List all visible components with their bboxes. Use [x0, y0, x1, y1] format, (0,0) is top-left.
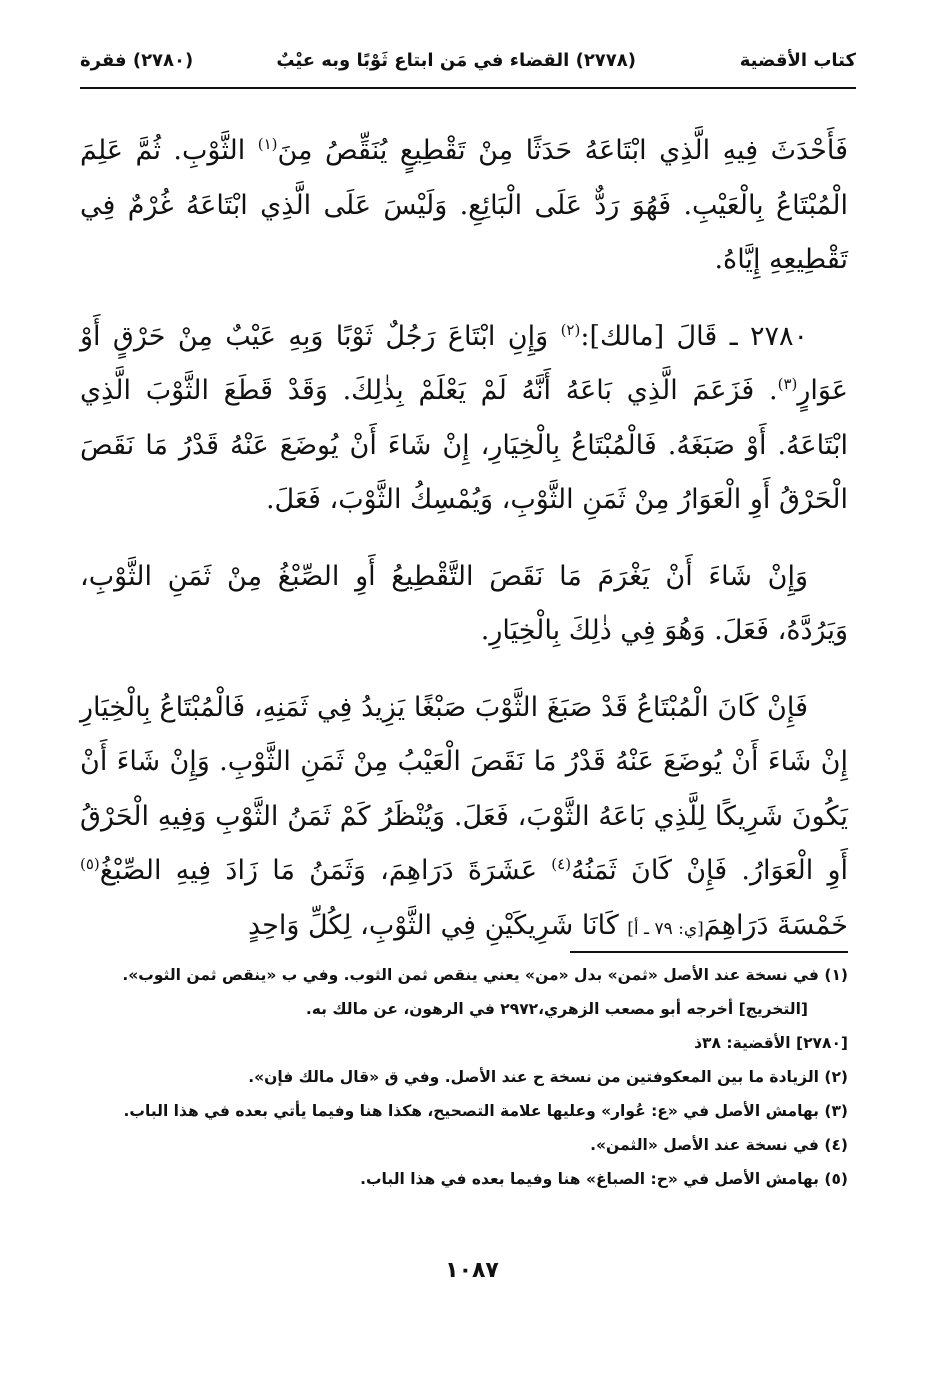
- footnote-marker: (٥): [80, 855, 100, 873]
- paragraph-text: وَإِنْ شَاءَ أَنْ يَغْرَمَ مَا نَقَصَ التَّقْطِيعُ أَوِ الصِّبْغُ مِنْ ثَمَنِ الثَّوْبِ، وَيَرُدَّهُ، فَعَلَ. وَهُوَ فِي ذٰلِكَ بِالْخِيَارِ.: [80, 560, 848, 646]
- paragraph-text: فَأَحْدَثَ فِيهِ الَّذِي ابْتَاعَهُ حَدَثًا مِنْ تَقْطِيعٍ يُنَقِّصُ مِنَ: [277, 135, 848, 166]
- takhrij-text: أخرجه أبو مصعب الزهري،٢٩٧٢ في الرهون، عن مالك به.: [305, 1000, 739, 1018]
- footnote-marker: (٣): [777, 375, 798, 393]
- footnote-4: (٤) في نسخة عند الأصل «الثمن».: [590, 1136, 848, 1154]
- paragraph-text: . فَزَعَمَ الَّذِي بَاعَهُ أَنَّهُ لَمْ يَعْلَمْ بِذٰلِكَ. وَقَدْ قَطَعَ الثَّوْبَ الَّذِي ابْتَاعَهُ. أَوْ صَبَغَهُ. فَالْمُبْتَاعُ بِالْخِيَارِ، إِنْ شَاءَ أَنْ يُوضَعَ عَنْهُ قَدْرُ مَا نَقَصَ الْحَرْقُ أَوِ الْعَوَارُ مِنْ ثَمَنِ الثَّوْبِ، وَيُمْسِكُ الثَّوْبَ، فَعَلَ.: [80, 375, 848, 515]
- takhrij-note: [64, 994, 848, 1024]
- paragraph-text: ٢٧٨٠ ـ قَالَ [مالك]:: [580, 320, 808, 352]
- page-number: ١٠٨٧: [445, 1258, 499, 1283]
- header-paragraph-ref: (٢٧٨٠) فقرة: [80, 50, 194, 71]
- paragraph-3: [80, 550, 848, 659]
- paragraph-text: وَإِنِ ابْتَاعَ رَجُلٌ ثَوْبًا وَبِهِ عَيْبٌ مِنْ حَرْقٍ أَوْ عَوَارٍ: [80, 320, 848, 406]
- paragraph-text: خَمْسَةَ دَرَاهِمَ: [703, 909, 848, 941]
- paragraph-text: الثَّوْبِ. ثُمَّ عَلِمَ الْمُبْتَاعُ بِالْعَيْبِ. فَهُوَ رَدٌّ عَلَى الْبَائِعِ. وَلَيْسَ عَلَى الَّذِي ابْتَاعَهُ غُرْمٌ فِي تَقْطِيعِهِ إِيَّاهُ.: [80, 135, 848, 275]
- paragraph-reference: [٢٧٨٠] الأقضية: ٣٨ذ: [694, 1034, 848, 1052]
- paragraph-text: كَانَا شَرِيكَيْنِ فِي الثَّوْبِ، لِكُلِّ وَاحِدٍ: [247, 909, 628, 941]
- running-header: [80, 46, 856, 86]
- manuscript-ref: [ي: ٧٩ ـ أ]: [627, 918, 704, 939]
- footnote-rule: [570, 951, 848, 953]
- footnote-marker: (٤): [551, 855, 572, 873]
- paragraph-4: [80, 681, 848, 957]
- paragraph-2780: [80, 310, 848, 528]
- header-rule: [80, 87, 856, 89]
- header-book-title: كتاب الأقضية: [739, 50, 856, 71]
- paragraph-text: عَشَرَةَ دَرَاهِمَ، وَثَمَنُ مَا زَادَ فِيهِ الصِّبْغُ: [99, 855, 552, 886]
- footnotes: [64, 960, 848, 1198]
- main-text: [80, 124, 848, 978]
- footnote-2: (٢) الزيادة ما بين المعكوفتين من نسخة ح عند الأصل. وفي ق «قال مالك فإن».: [248, 1068, 848, 1086]
- footnote-5: (٥) بهامش الأصل في «ح: الصباغ» هنا وفيما بعده في هذا الباب.: [360, 1170, 848, 1188]
- paragraph-text: فَإِنْ كَانَ الْمُبْتَاعُ قَدْ صَبَغَ الثَّوْبَ صَبْغًا يَزِيدُ فِي ثَمَنِهِ، فَالْمُبْتَاعُ بِالْخِيَارِ إِنْ شَاءَ أَنْ يُوضَعَ عَنْهُ قَدْرُ مَا نَقَصَ الْعَيْبُ مِنْ ثَمَنِ الثَّوْبِ. وَإِنْ شَاءَ أَنْ يَكُونَ شَرِيكًا لِلَّذِي بَاعَهُ الثَّوْبَ، فَعَلَ. وَيُنْظَرُ كَمْ ثَمَنُ الثَّوْبِ وَفِيهِ الْحَرْقُ أَوِ الْعَوَارُ. فَإِنْ كَانَ ثَمَنُهُ: [80, 691, 848, 886]
- takhrij-label: [التخريج]: [738, 1000, 808, 1018]
- footnote-1: (١) في نسخة عند الأصل «ثمن» بدل «من» يعني ينقص ثمن الثوب. وفي ب «ينقص ثمن الثوب».: [122, 966, 848, 984]
- footnote-marker: (١): [257, 135, 278, 153]
- header-chapter-title: (٢٧٧٨) القضاء في مَن ابتاع ثَوْبًا وبه عيْبٌ: [276, 50, 636, 71]
- footnote-marker: (٢): [560, 320, 581, 339]
- paragraph-1: [80, 124, 848, 288]
- footnote-3: (٣) بهامش الأصل في «ع: عُوار» وعليها علامة التصحيح، هكذا هنا وفيما يأتي بعده في هذا الباب.: [123, 1102, 848, 1120]
